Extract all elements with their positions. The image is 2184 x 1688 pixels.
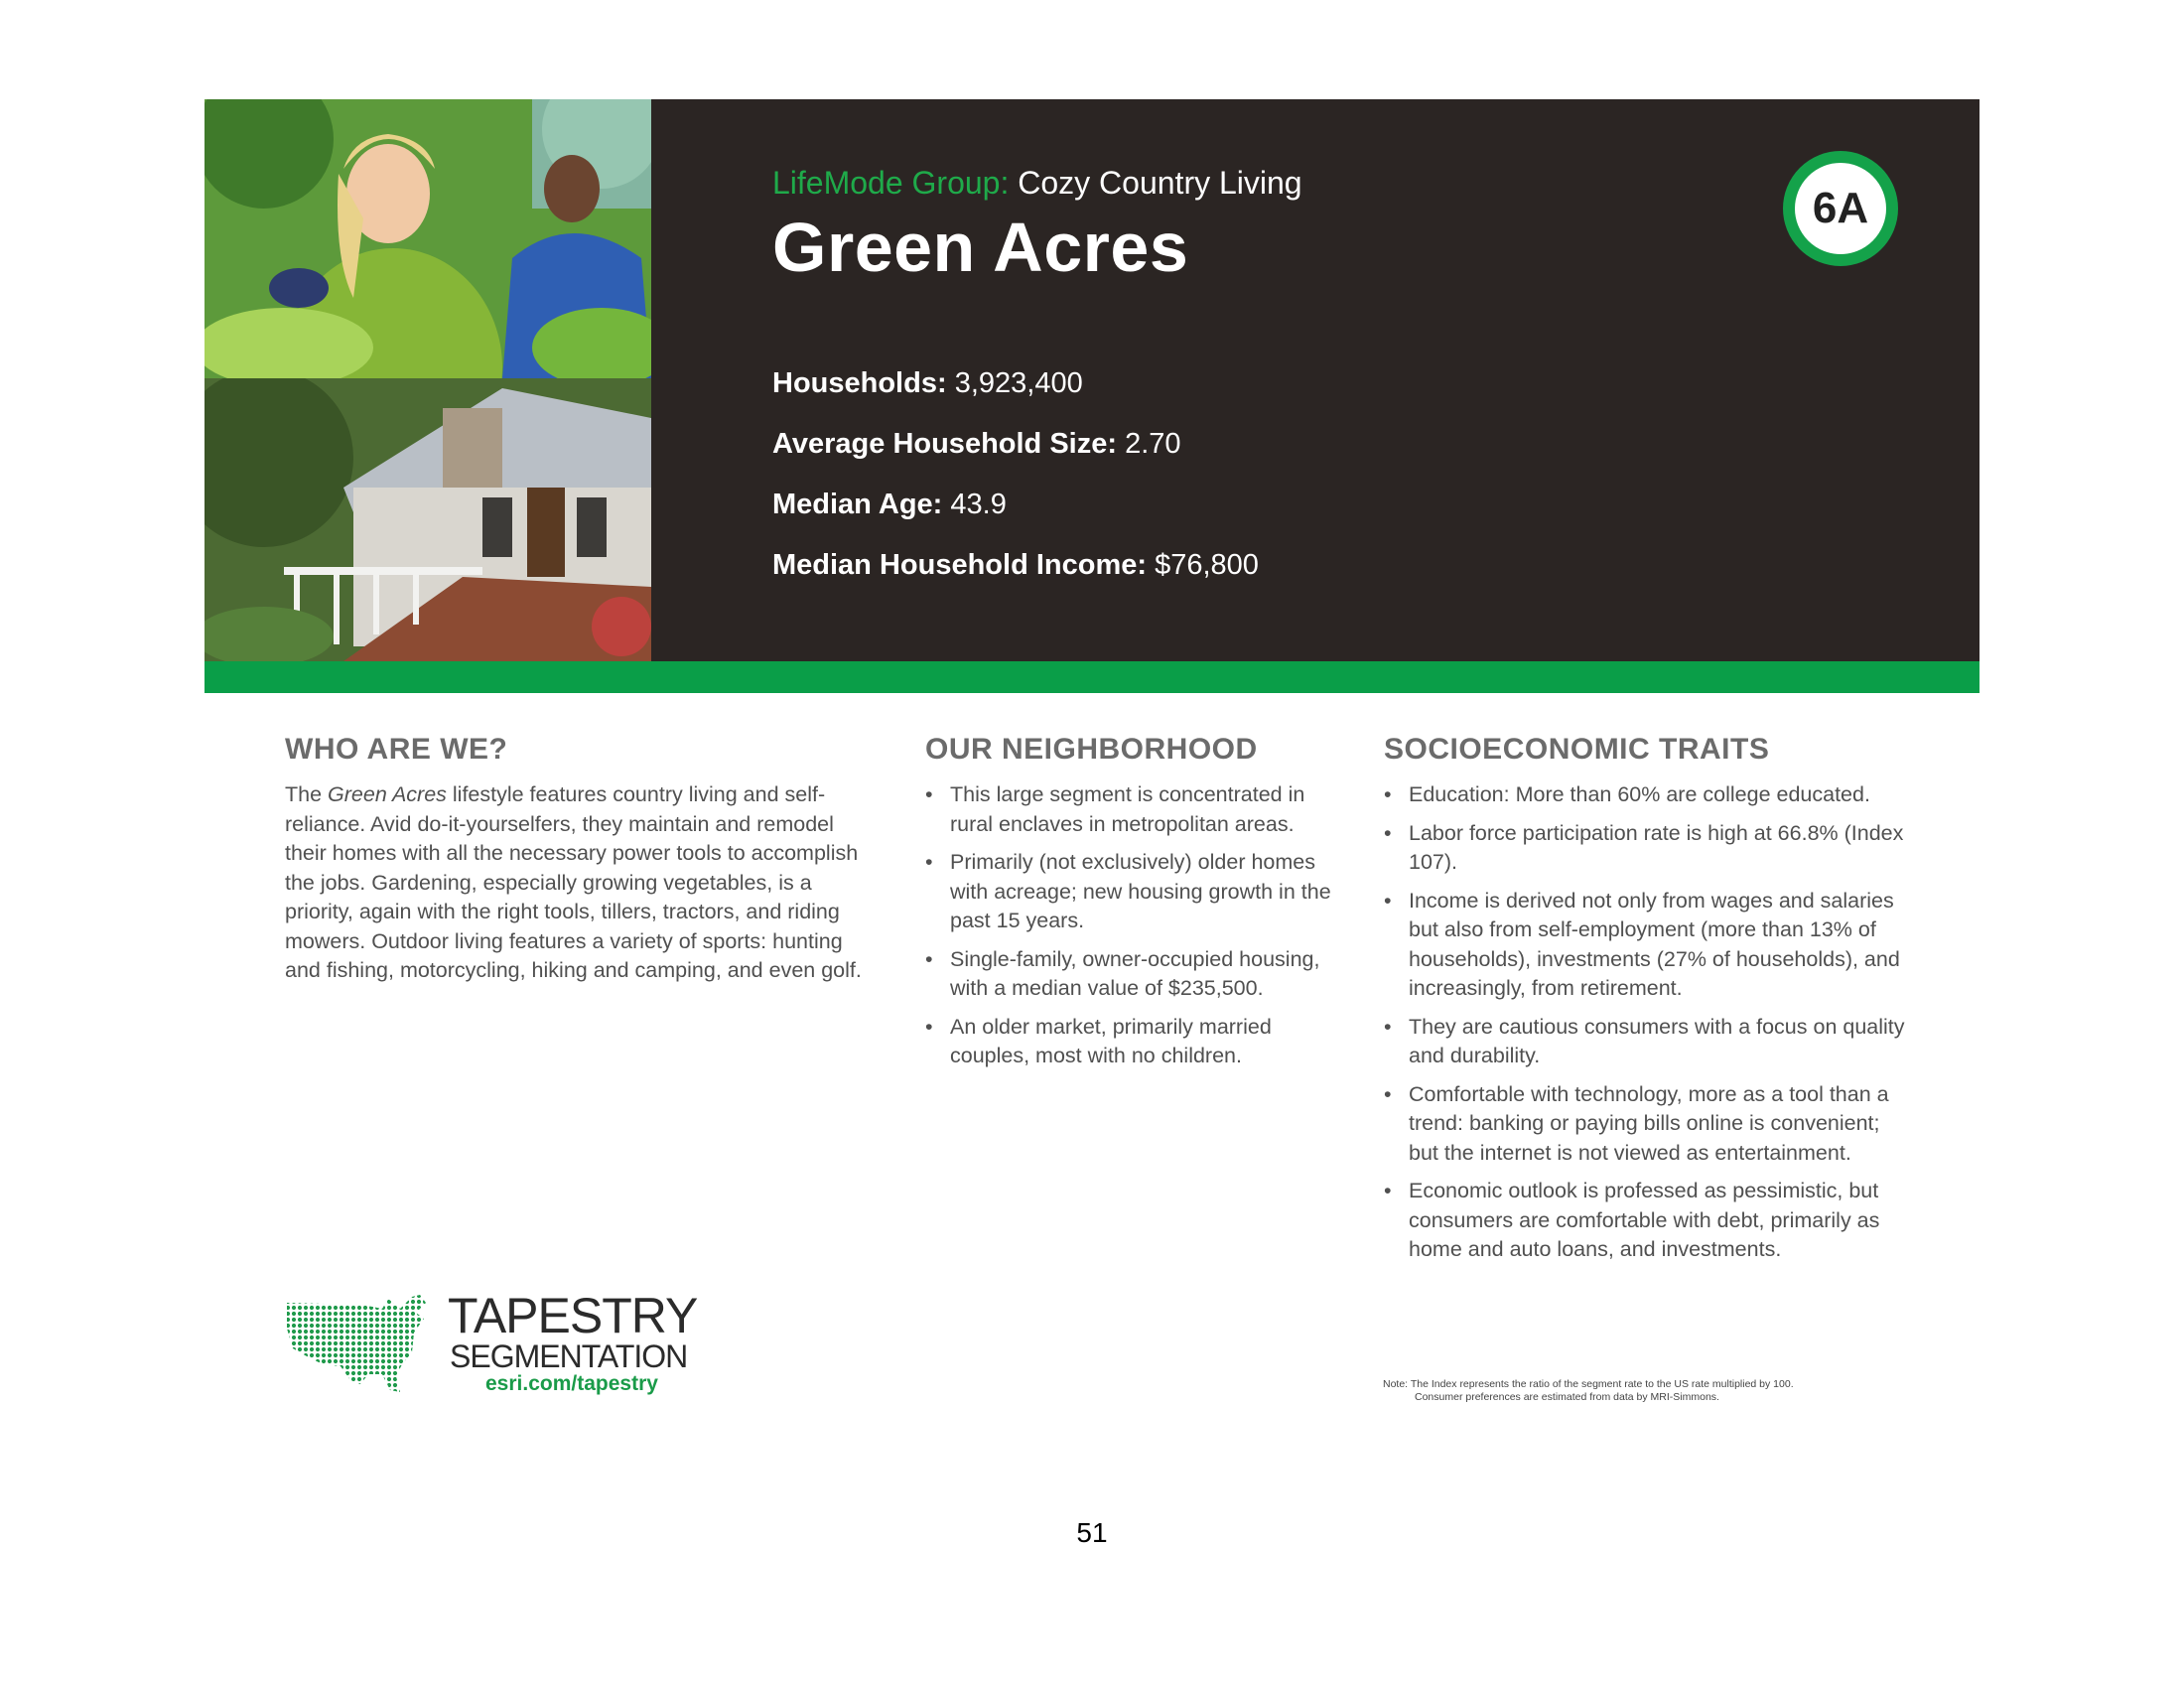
lifemode-group-line xyxy=(772,165,1302,202)
house-porch-photo xyxy=(205,378,651,661)
socioeconomic-list xyxy=(1384,780,1910,1265)
note-line-1: Note: The Index represents the ratio of the segment rate to the US rate multiplied by 100. xyxy=(1383,1378,1794,1390)
list-item: • An older market, primarily married couples, most with no children. xyxy=(925,1013,1352,1071)
list-item: • Education: More than 60% are college educated. xyxy=(1384,780,1910,810)
gardening-couple-photo xyxy=(205,99,651,378)
segment-stats xyxy=(772,367,1259,610)
title-block xyxy=(772,165,1302,287)
neighborhood-section xyxy=(925,733,1352,1080)
stat-avg-household-size: Average Household Size: 2.70 xyxy=(772,428,1181,460)
note-line-2: Consumer preferences are estimated from data by MRI-Simmons. xyxy=(1415,1391,1719,1403)
neighborhood-list xyxy=(925,780,1352,1071)
list-item: • They are cautious consumers with a focus on quality and durability. xyxy=(1384,1013,1910,1071)
segment-header xyxy=(205,99,1979,661)
who-are-we-heading: WHO ARE WE? xyxy=(285,733,508,766)
page-number: 51 xyxy=(1076,1517,1108,1548)
segment-code-badge: 6A xyxy=(1783,151,1898,266)
tapestry-logo xyxy=(285,1288,722,1400)
logo-url: esri.com/tapestry xyxy=(485,1372,658,1395)
list-item: • Economic outlook is professed as pessimistic, but consumers are comfortable with debt, primarily as home and auto loans, and investments. xyxy=(1384,1177,1910,1265)
list-item: • This large segment is concentrated in rural enclaves in metropolitan areas. xyxy=(925,780,1352,839)
stat-households: Households: 3,923,400 xyxy=(772,367,1083,399)
socioeconomic-heading: SOCIOECONOMIC TRAITS xyxy=(1384,733,1770,766)
list-item: • Single-family, owner-occupied housing, with a median value of $235,500. xyxy=(925,945,1352,1004)
lifemode-group-prefix: LifeMode Group: xyxy=(772,165,1010,201)
who-are-we-paragraph: The Green Acres lifestyle features country living and self-reliance. Avid do-it-yourselfers, they maintain and remodel their homes with all the necessary power tools to accomplish the jobs. Gardening, especially growing vegetables, is a priority, again with the right tools, tillers, tractors, and riding mowers. Outdoor living features a variety of sports: hunting and fishing, motorcycling, hiking and camping, and even golf. xyxy=(285,782,862,982)
stat-median-age: Median Age: 43.9 xyxy=(772,489,1007,520)
list-item: • Comfortable with technology, more as a tool than a trend: banking or paying bills online is convenient; but the internet is not viewed as entertainment. xyxy=(1384,1080,1910,1169)
accent-bar xyxy=(205,661,1979,693)
usa-dot-map-icon xyxy=(285,1293,440,1398)
list-item: • Primarily (not exclusively) older homes with acreage; new housing growth in the past 15 years. xyxy=(925,848,1352,936)
neighborhood-heading: OUR NEIGHBORHOOD xyxy=(925,733,1258,766)
list-item: • Labor force participation rate is high at 66.8% (Index 107). xyxy=(1384,819,1910,878)
index-note xyxy=(1383,1378,1794,1404)
logo-line-2: SEGMENTATION xyxy=(450,1338,688,1374)
list-item: • Income is derived not only from wages and salaries but also from self-employment (more than 13% of households), investments (27% of households), and increasingly, from retirement. xyxy=(1384,887,1910,1004)
lifemode-group-name: Cozy Country Living xyxy=(1018,165,1302,201)
segment-title: Green Acres xyxy=(772,209,1189,286)
who-are-we-section xyxy=(285,733,881,986)
logo-line-1: TAPESTRY xyxy=(448,1288,698,1343)
stat-median-income: Median Household Income: $76,800 xyxy=(772,549,1259,581)
socioeconomic-section xyxy=(1384,733,1910,1274)
